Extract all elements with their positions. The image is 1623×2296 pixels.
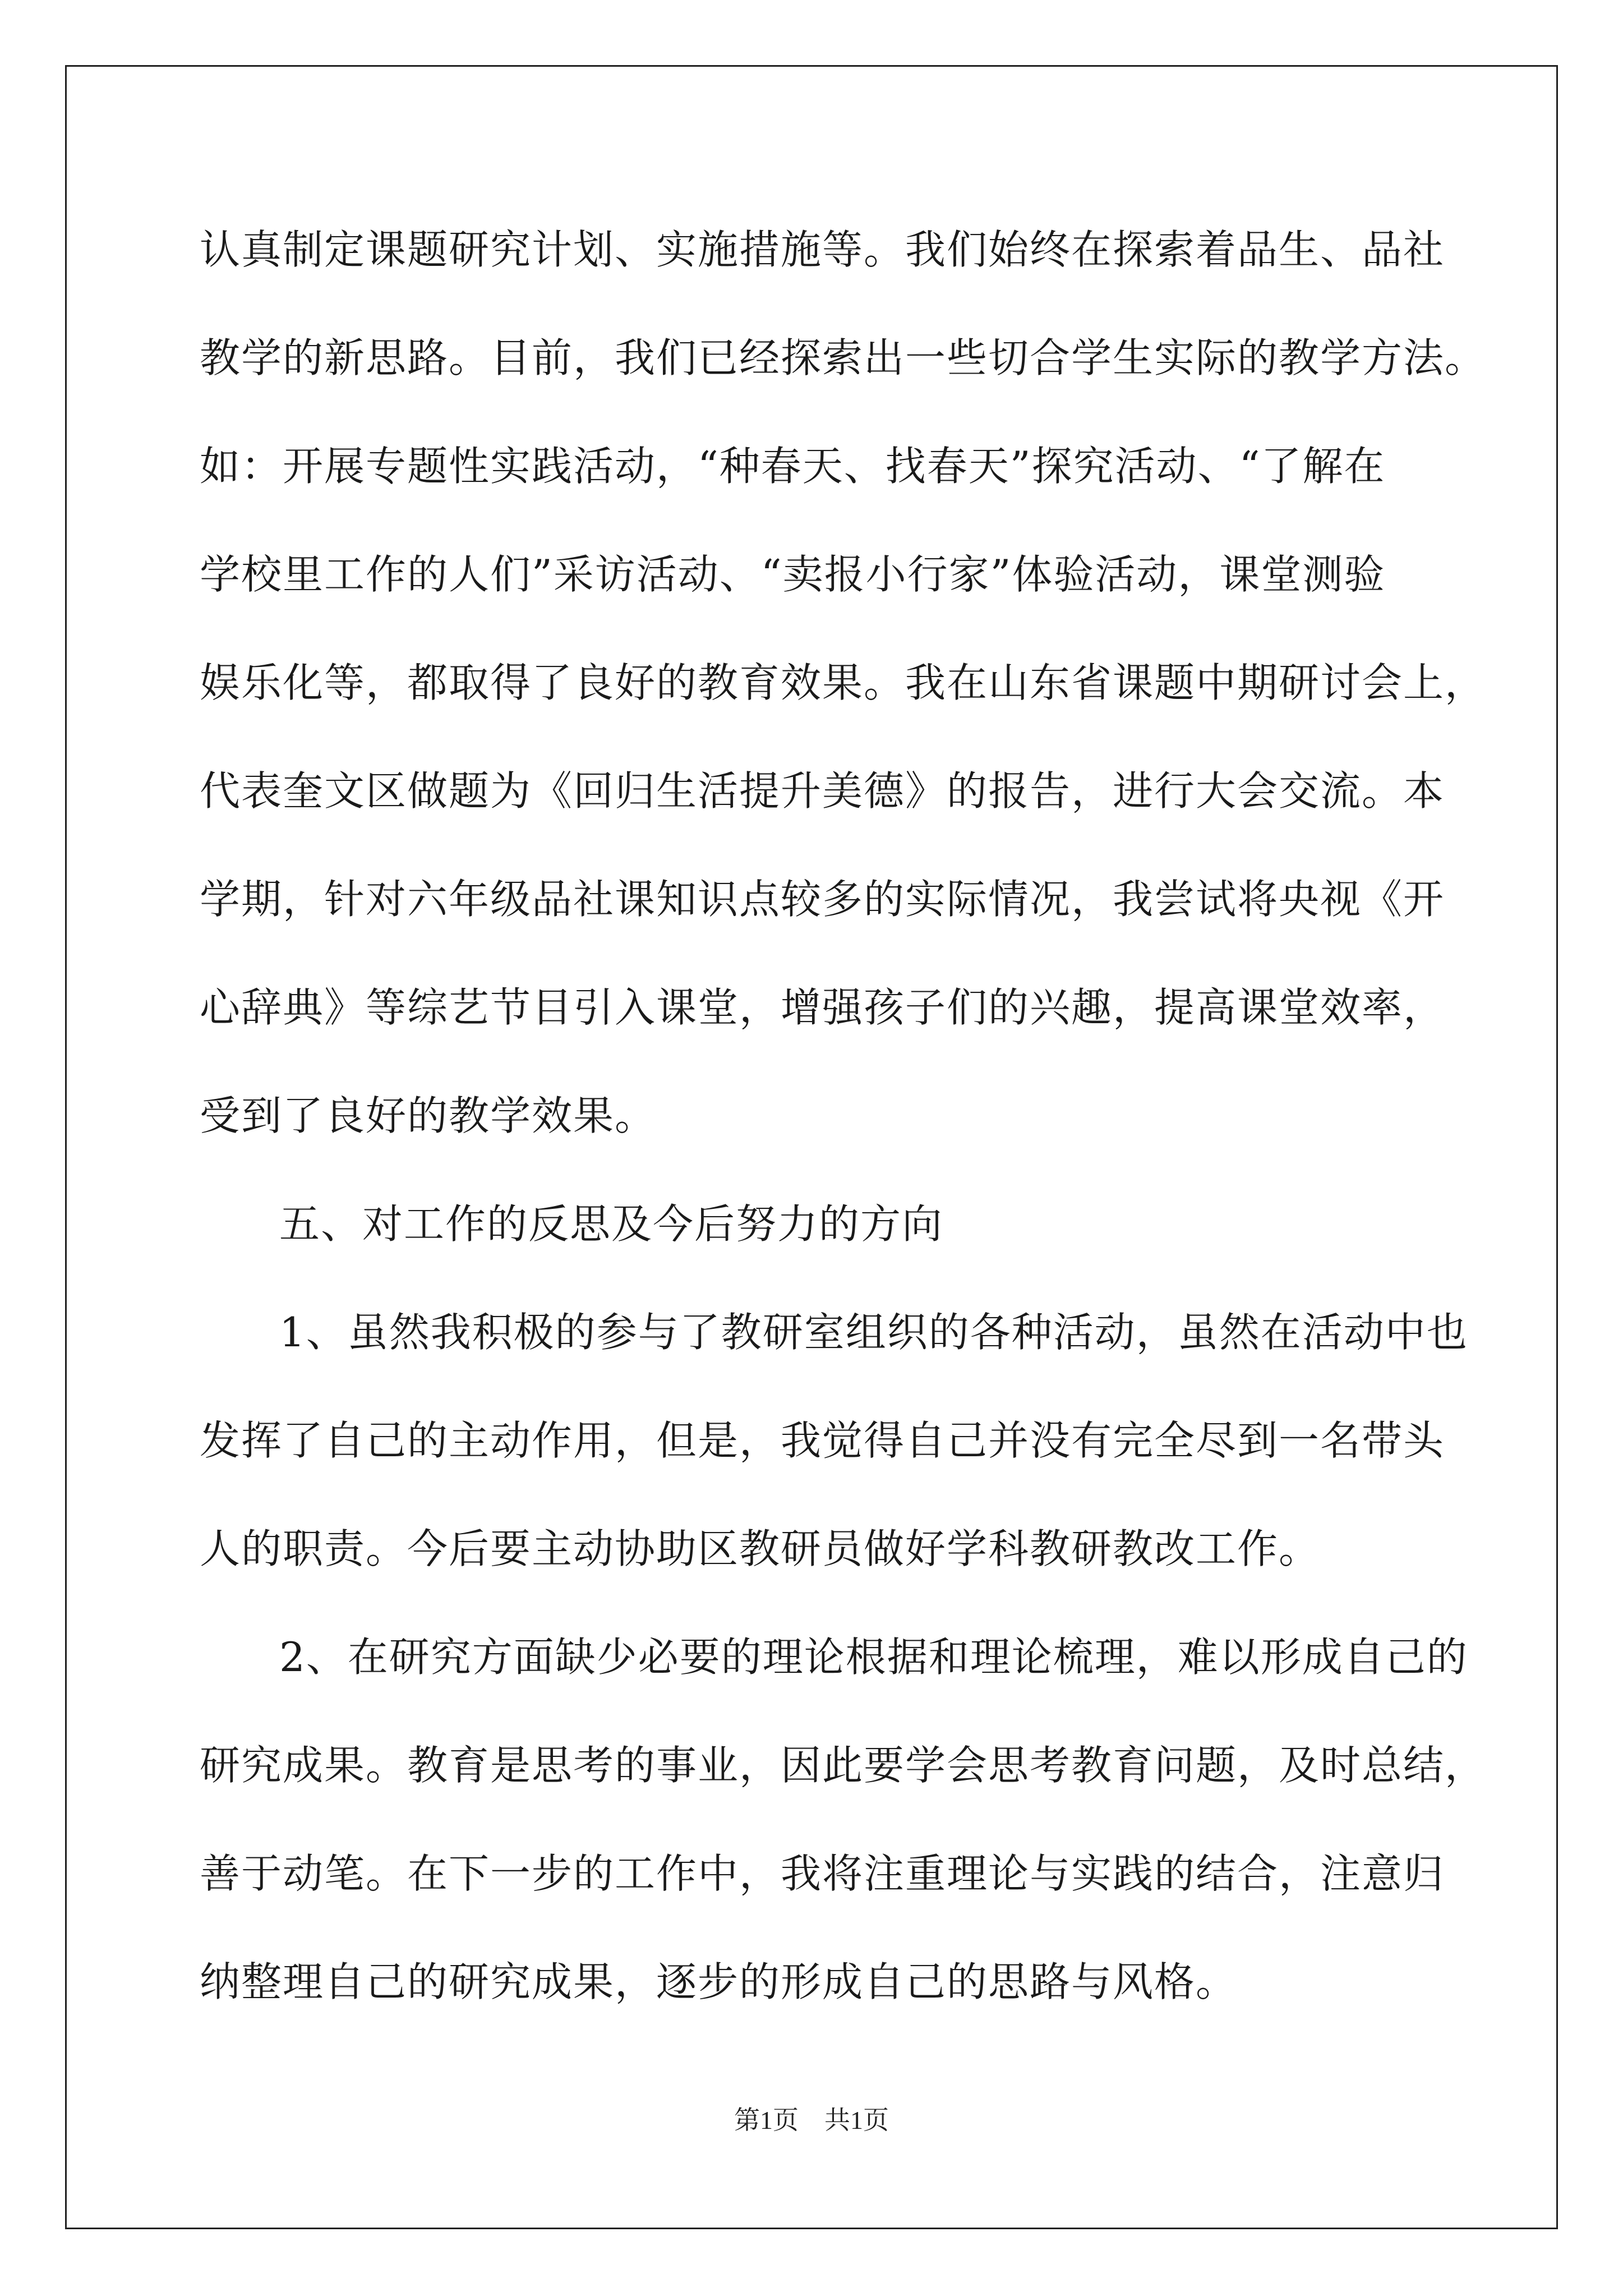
page-footer: 第1页 共1页 bbox=[734, 2106, 889, 2134]
text-line: 如：开展专题性实践活动，“种春天、找春天”探究活动、“了解在 bbox=[200, 443, 1386, 490]
section-heading: 五、对工作的反思及今后努力的方向 bbox=[279, 1200, 944, 1248]
text-line: 1、虽然我积极的参与了教研室组织的各种活动，虽然在活动中也 bbox=[279, 1309, 1468, 1356]
text-line: 认真制定课题研究计划、实施措施等。我们始终在探索着品生、品社 bbox=[200, 226, 1445, 273]
text-line: 受到了良好的教学效果。 bbox=[200, 1092, 657, 1139]
text-line: 学期，针对六年级品社课知识点较多的实际情况，我尝试将央视《开 bbox=[200, 876, 1445, 923]
text-line: 2、在研究方面缺少必要的理论根据和理论梳理，难以形成自己的 bbox=[279, 1634, 1468, 1681]
text-line: 发挥了自己的主动作用，但是，我觉得自己并没有完全尽到一名带头 bbox=[200, 1417, 1445, 1464]
text-line: 人的职责。今后要主动协助区教研员做好学科教研教改工作。 bbox=[200, 1525, 1321, 1572]
text-line: 代表奎文区做题为《回归生活提升美德》的报告，进行大会交流。本 bbox=[200, 767, 1445, 815]
text-line: 教学的新思路。目前，我们已经探索出一些切合学生实际的教学方法。 bbox=[200, 334, 1487, 381]
text-line: 心辞典》等综艺节目引入课堂，增强孩子们的兴趣，提高课堂效率， bbox=[200, 984, 1445, 1031]
text-line: 学校里工作的人们”采访活动、“卖报小行家”体验活动，课堂测验 bbox=[200, 551, 1386, 598]
text-line: 善于动笔。在下一步的工作中，我将注重理论与实践的结合，注意归 bbox=[200, 1850, 1445, 1897]
text-line: 研究成果。教育是思考的事业，因此要学会思考教育问题，及时总结， bbox=[200, 1742, 1487, 1789]
text-line: 纳整理自己的研究成果，逐步的形成自己的思路与风格。 bbox=[200, 1958, 1238, 2005]
text-line: 娱乐化等，都取得了良好的教育效果。我在山东省课题中期研讨会上， bbox=[200, 659, 1487, 706]
